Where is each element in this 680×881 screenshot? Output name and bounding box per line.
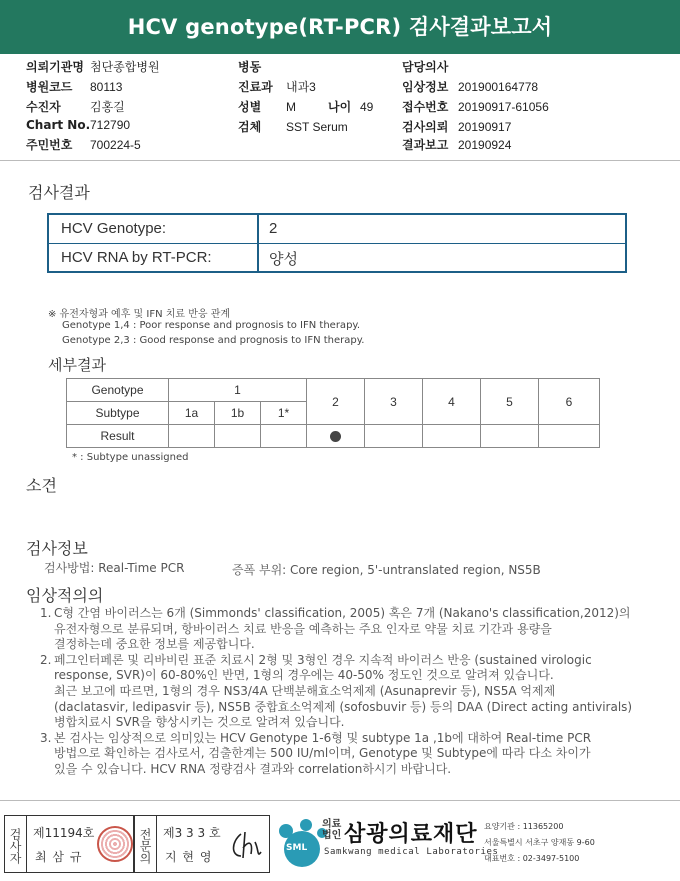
- footer-divider: [0, 800, 680, 801]
- rna-value: 양성: [269, 251, 298, 268]
- genotype-1-header: 1: [169, 379, 307, 402]
- result-1a: [169, 425, 215, 448]
- technician-label: 검사자: [5, 816, 27, 872]
- detected-dot-icon: [330, 431, 341, 442]
- detail-section-title: 세부결과: [48, 356, 106, 374]
- department-field: 진료과 내과3: [238, 80, 316, 94]
- clinical-item-3: 3. 본 검사는 임상적으로 의미있는 HCV Genotype 1-6형 및 subtype 1a ,1b에 대하여 Real-time PCR 방법으로 확인하는 검사로서, 검출한계는 500 IU/ml이며, Genotype 및 Subtype에 따라 다소 차이가 있을 수 있습니다. HCV RNA 정량검사 결과와 correlation하시기 바랍니다.: [40, 730, 592, 776]
- amplification-region: 증폭 부위: Core region, 5'-untranslated region, NS5B: [232, 563, 541, 577]
- clinical-significance-list: [40, 606, 670, 778]
- ward-field: 병동: [238, 60, 262, 74]
- org-name: 삼광의료재단: [344, 822, 478, 847]
- age-field: 나이 49: [328, 100, 374, 114]
- result-1b: [215, 425, 261, 448]
- org-prefix: 의료 법인: [322, 819, 342, 841]
- rrn-field: 주민번호 700224-5: [26, 138, 141, 152]
- row-result-label: Result: [67, 425, 169, 448]
- results-section-title: 검사결과: [28, 183, 90, 202]
- logo-badge-text: SML: [286, 843, 308, 853]
- specimen-field: 검체 SST Serum: [238, 120, 348, 134]
- genotype-detail-table: [66, 378, 600, 448]
- opinion-section-title: 소견: [26, 476, 57, 495]
- technician-seal-icon: [97, 826, 133, 862]
- org-code: 요양기관 : 11365200: [484, 822, 564, 831]
- clinical-item-1: 1. C형 간염 바이러스는 6개 (Simmonds' classification, 2005) 혹은 7개 (Nakano's classification,2012)의 유전자형으로 분류되며, 항바이러스 치료 반응을 예측하는 주요 인자로 약물 치료 기간과 용량을 결정하는데 중요한 정보를 제공합니다.: [40, 606, 631, 652]
- hospital-field: 의뢰기관명 첨단종합병원: [26, 60, 160, 74]
- subtype-1-unassigned: 1*: [261, 402, 307, 425]
- genotype-2-header: 2: [307, 379, 365, 425]
- test-info-section-title: 검사정보: [26, 539, 88, 558]
- row-genotype-label: Genotype: [67, 379, 169, 402]
- specialist-name: 지 현 영: [165, 850, 213, 864]
- subtype-1b: 1b: [215, 402, 261, 425]
- specialist-box: [134, 815, 270, 873]
- clinical-section-title: 임상적의의: [26, 586, 104, 605]
- result-2: [307, 425, 365, 448]
- result-summary-box: [47, 213, 627, 273]
- genotype-label: HCV Genotype:: [61, 220, 167, 237]
- technician-box: [4, 815, 134, 873]
- result-1-unassigned: [261, 425, 307, 448]
- technician-license: 제11194호: [33, 826, 95, 840]
- physician-field: 담당의사: [402, 60, 449, 74]
- clinical-item-2: 2. 페그인터페론 및 리바비린 표준 치료시 2형 및 3형인 경우 지속적 바이러스 반응 (sustained virologic response, SVR)이 60-80%인 반면, 1형의 경우에는 40-50% 정도인 것으로 알려져 있습니다. 최근 보고에 따르면, 1형의 경우 NS3/4A 단백분해효소억제제 (Asunaprevir 등), NS5A 억제제 (daclatasvir, ledipasvir 등), NS5B 중합효소억제제 (sofosbuvir 등) 등의 DAA (Direct acting antivirals) 병합치료시 SVR을 향상시키는 것으로 알려져 있습니다.: [40, 652, 633, 730]
- signature-icon: [227, 828, 263, 862]
- specialist-license: 제3 3 3 호: [163, 826, 221, 840]
- org-english: Samkwang medical Laboratories: [324, 847, 499, 857]
- ifn-note-line1: Genotype 1,4 : Poor response and prognosis to IFN therapy.: [62, 320, 361, 331]
- technician-name: 최 삼 규: [35, 850, 83, 864]
- signature-footer: [4, 815, 680, 873]
- subtype-1a: 1a: [169, 402, 215, 425]
- genotype-4-header: 4: [423, 379, 481, 425]
- chart-field: Chart No.712790: [26, 118, 131, 132]
- receipt-field: 접수번호 20190917-61056: [402, 100, 549, 114]
- sex-field: 성별 M: [238, 100, 296, 114]
- row-subtype-label: Subtype: [67, 402, 169, 425]
- patient-field: 수진자 김홍길: [26, 100, 125, 114]
- clinical-info-field: 임상정보 201900164778: [402, 80, 539, 94]
- subtype-footnote: * : Subtype unassigned: [72, 452, 189, 463]
- result-5: [481, 425, 539, 448]
- box-row-divider: [49, 243, 625, 244]
- report-title: HCV genotype(RT-PCR) 검사결과보고서: [0, 0, 680, 54]
- rna-label: HCV RNA by RT-PCR:: [61, 249, 212, 266]
- test-method: 검사방법: Real-Time PCR: [44, 561, 185, 575]
- result-6: [539, 425, 600, 448]
- genotype-5-header: 5: [481, 379, 539, 425]
- header-divider: [0, 160, 680, 161]
- ifn-note-title: ※ 유전자형과 예후 및 IFN 치료 반응 관계: [48, 309, 231, 320]
- result-3: [365, 425, 423, 448]
- request-field: 검사의뢰 20190917: [402, 120, 512, 134]
- genotype-6-header: 6: [539, 379, 600, 425]
- org-phone: 대표번호 : 02-3497-5100: [484, 854, 580, 863]
- genotype-value: 2: [269, 220, 278, 237]
- report-date-field: 결과보고 20190924: [402, 138, 512, 152]
- specialist-label: 전문의: [135, 816, 157, 872]
- result-4: [423, 425, 481, 448]
- org-address: 서울특별시 서초구 양재동 9-60: [484, 838, 595, 847]
- hospital-code-field: 병원코드 80113: [26, 80, 123, 94]
- ifn-note-line2: Genotype 2,3 : Good response and prognosis to IFN therapy.: [62, 335, 365, 346]
- genotype-3-header: 3: [365, 379, 423, 425]
